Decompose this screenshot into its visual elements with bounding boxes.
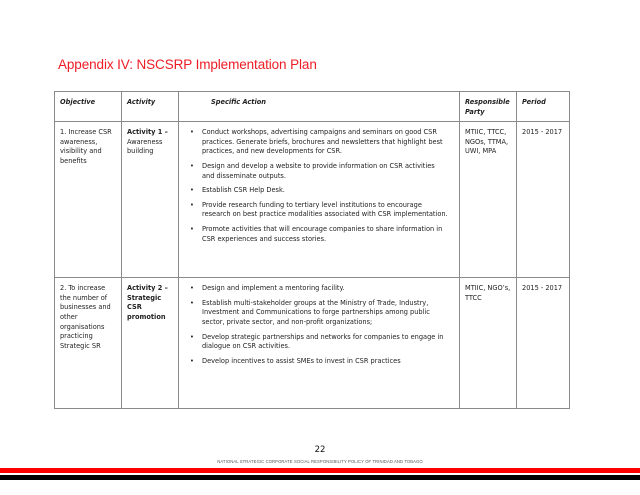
objective-cell: 1. Increase CSR awareness, visibility and benefits bbox=[55, 122, 122, 278]
footer-black-stripe bbox=[0, 475, 640, 480]
bullet-icon: • bbox=[190, 298, 194, 307]
bullet-icon: • bbox=[190, 128, 194, 137]
page-number: 22 bbox=[314, 445, 326, 455]
action-item: • Conduct workshops, advertising campaigns and seminars on good CSR practices. Generate briefs, brochures and newsletters that highlight best practices, and new developments for CSR. bbox=[190, 128, 443, 156]
activity-title: Activity 2 – Strategic CSR promotion bbox=[127, 284, 168, 321]
activity-cell bbox=[122, 278, 179, 409]
action-list bbox=[184, 284, 454, 366]
activity-cell bbox=[122, 122, 179, 278]
document-title: Appendix IV: NSCSRP Implementation Plan bbox=[58, 57, 317, 72]
table-row bbox=[55, 122, 570, 278]
action-item: • Establish CSR Help Desk. bbox=[190, 186, 285, 195]
responsible-party-cell: MTIIC, NGO’s, TTCC bbox=[460, 278, 517, 409]
period-cell: 2015 - 2017 bbox=[517, 278, 570, 409]
action-list bbox=[184, 128, 454, 244]
specific-action-cell bbox=[179, 122, 460, 278]
period-cell: 2015 - 2017 bbox=[517, 122, 570, 278]
header-specific-action: Specific Action bbox=[179, 92, 460, 122]
action-item: • Develop incentives to assist SMEs to invest in CSR practices bbox=[190, 356, 401, 365]
bullet-icon: • bbox=[190, 356, 194, 365]
action-item: • Design and implement a mentoring facility. bbox=[190, 284, 345, 293]
table-row bbox=[55, 278, 570, 409]
specific-action-cell bbox=[179, 278, 460, 409]
bullet-icon: • bbox=[190, 161, 194, 170]
bullet-icon: • bbox=[190, 224, 194, 233]
action-item: • Establish multi-stakeholder groups at the Ministry of Trade, Industry, Investment and Communications to forge partnerships among public sector, private sector, and non-profit organizations; bbox=[190, 298, 430, 326]
implementation-plan-table bbox=[54, 91, 570, 409]
activity-description: Awareness building bbox=[127, 137, 163, 156]
bullet-icon: • bbox=[190, 284, 194, 293]
action-item: • Promote activities that will encourage companies to share information in CSR experiences and success stories. bbox=[190, 224, 443, 243]
bullet-icon: • bbox=[190, 332, 194, 341]
bullet-icon: • bbox=[190, 186, 194, 195]
action-item: • Develop strategic partnerships and networks for companies to engage in dialogue on CSR activities. bbox=[190, 332, 444, 351]
action-item: • Provide research funding to tertiary level institutions to encourage research on best practice modalities associated with CSR implementation. bbox=[190, 200, 448, 219]
header-objective: Objective bbox=[55, 92, 122, 122]
objective-cell: 2. To increase the number of businesses and other organisations practicing Strategic SR bbox=[55, 278, 122, 409]
responsible-party-cell: MTIIC, TTCC, NGOs, TTMA, UWI, MPA bbox=[460, 122, 517, 278]
table-header-row bbox=[55, 92, 570, 122]
bullet-icon: • bbox=[190, 200, 194, 209]
header-period: Period bbox=[517, 92, 570, 122]
action-item: • Design and develop a website to provide information on CSR activities and disseminate outputs. bbox=[190, 161, 435, 180]
header-activity: Activity bbox=[122, 92, 179, 122]
header-responsible-party: Responsible Party bbox=[460, 92, 517, 122]
footer-text: NATIONAL STRATEGIC CORPORATE SOCIAL RESPONSIBILITY POLICY OF TRINIDAD AND TOBAGO bbox=[217, 459, 423, 464]
activity-title: Activity 1 – bbox=[127, 128, 168, 137]
